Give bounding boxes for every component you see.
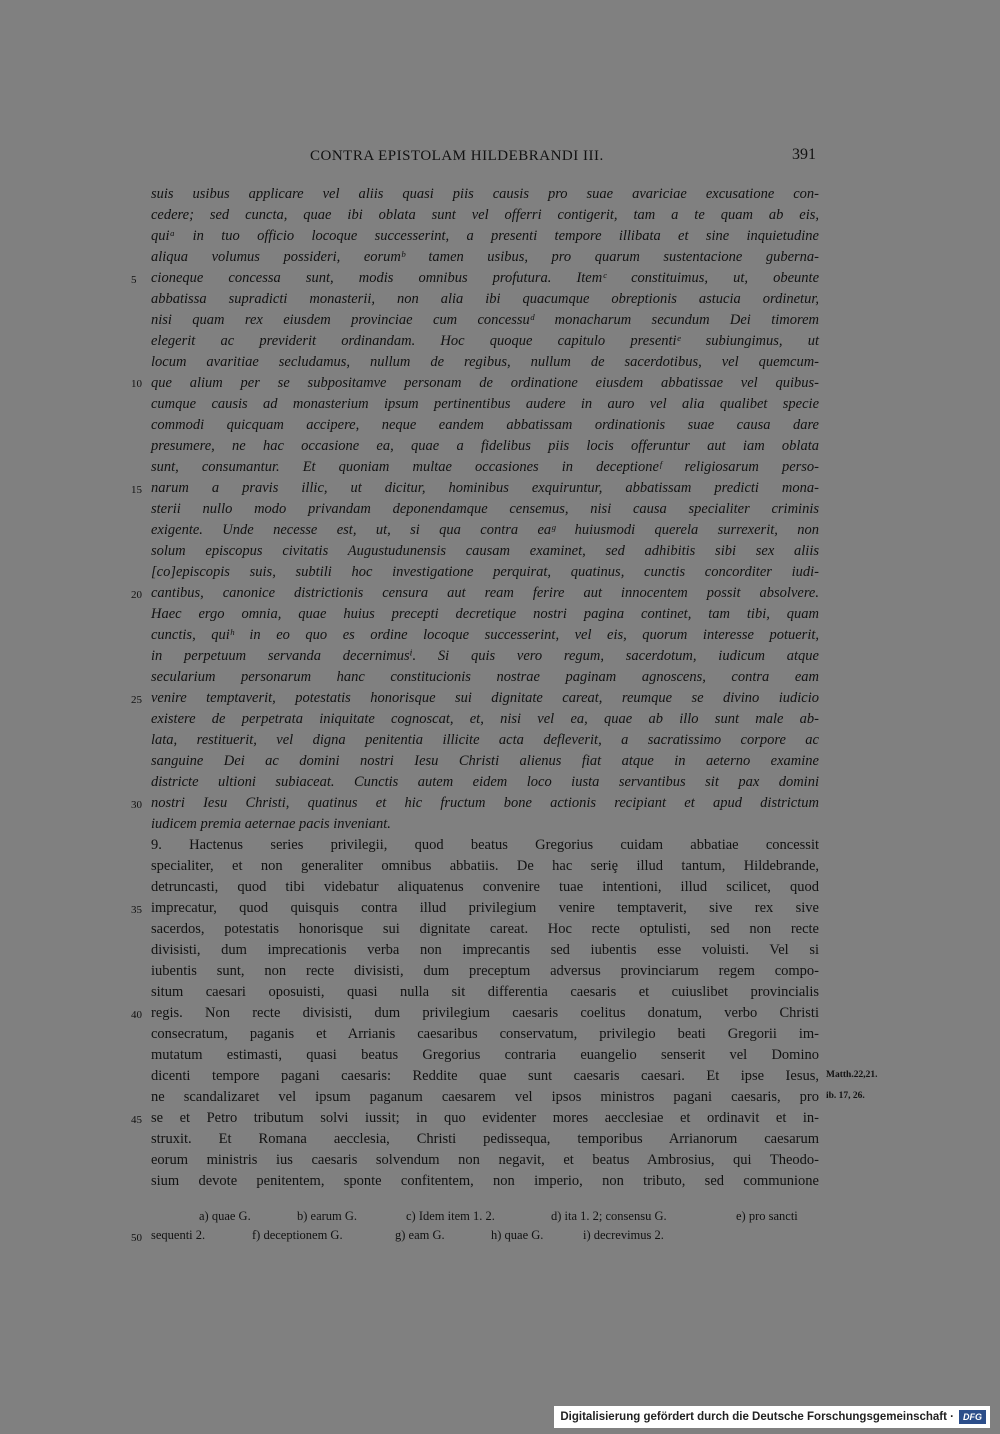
dfg-logo-icon: DFG — [959, 1410, 986, 1424]
footnotes-row — [151, 1209, 819, 1227]
text-line: secularium personarum hanc constitucionis nostrae paginam agnoscens, contra eam — [151, 669, 819, 685]
text-line: solum episcopus civitatis Augustudunensis causam examinet, sed adhibitis sibi sex aliis — [151, 543, 819, 559]
text-line: sterii nullo modo privandam deponendamque censemus, nisi causa specialiter criminis — [151, 501, 819, 517]
footnote: d) ita 1. 2; consensu G. — [551, 1209, 667, 1223]
text-line: exigente. Unde necesse est, ut, si qua contra eaᵍ huiusmodi querela surrexerit, non — [151, 522, 819, 538]
line-number: 40 — [131, 1009, 142, 1021]
footnote: f) deceptionem G. — [252, 1228, 343, 1242]
text-line: cumque causis ad monasterium ipsum pertinentibus audere in auro vel alia qualibet specie — [151, 396, 819, 412]
text-line: nostri Iesu Christi, quatinus et hic fructum bone actionis recipiant et apud districtum — [151, 795, 819, 811]
footnote: a) quae G. — [199, 1209, 251, 1223]
line-number: 30 — [131, 799, 142, 811]
text-line: situm caesari oposuisti, quasi nulla sit differentia caesaris et cuiuslibet provincialis — [151, 984, 819, 1000]
text-line: iubentis sunt, non recte divisisti, dum preceptum adversus provinciarum regem compo- — [151, 963, 819, 979]
line-number: 25 — [131, 694, 142, 706]
text-line: sunt, consumantur. Et quoniam multae occasiones in deceptioneᶠ religiosarum perso- — [151, 459, 819, 475]
text-line: abbatissa supradicti monasterii, non alia ibi quacumque obreptionis astucia ordinetur, — [151, 291, 819, 307]
text-line: dicenti tempore pagani caesaris: Reddite quae sunt caesaris caesari. Et ipse Iesus, — [151, 1068, 819, 1084]
running-head-title: CONTRA EPISTOLAM HILDEBRANDI III. — [310, 148, 604, 164]
text-line: existere de perpetrata iniquitate cognoscat, et, nisi vel ea, quae ab illo sunt male ab- — [151, 711, 819, 727]
text-line: commodi quicquam accipere, neque eandem abbatissam ordinationis suae causa dare — [151, 417, 819, 433]
text-line: sacerdos, potestatis honorisque sui dignitate careat. Hoc recte optulisti, sed non recte — [151, 921, 819, 937]
text-line: [co]episcopis suis, subtili hoc investigatione perquirat, quatinus, cunctis concorditer iudi- — [151, 564, 819, 580]
text-line: suis usibus applicare vel aliis quasi piis causis pro suae avariciae excusatione con- — [151, 186, 819, 202]
text-line: 9. Hactenus series privilegii, quod beatus Gregorius cuidam abbatiae concessit — [151, 837, 819, 853]
footnote: e) pro sancti — [736, 1209, 798, 1223]
line-number: 50 — [131, 1232, 142, 1244]
text-line: sium devote penitentem, sponte confitentem, non imperio, non tributo, sed communione — [151, 1173, 819, 1189]
line-number: 5 — [131, 274, 137, 286]
text-line: narum a pravis illic, ut dicitur, hominibus exquiruntur, abbatissam predicti mona- — [151, 480, 819, 496]
text-line: divisisti, dum imprecationis verba non imprecantis sed iubentis esse voluisti. Vel si — [151, 942, 819, 958]
margin-reference: ib. 17, 26. — [826, 1091, 865, 1101]
text-line: elegerit ac previderit ordinandam. Hoc quoque capitulo presentiᵉ subiungimus, ut — [151, 333, 819, 349]
footnote: sequenti 2. — [151, 1228, 206, 1242]
text-line: Haec ergo omnia, quae huius precepti decretique nostri pagina continet, tam tibi, quam — [151, 606, 819, 622]
text-line: quiᵃ in tuo officio locoque successerint, a presenti tempore illibata et sine inquietudine — [151, 228, 819, 244]
line-number: 35 — [131, 904, 142, 916]
text-line: iudicem premia aeternae pacis inveniant. — [151, 816, 391, 832]
page-number: 391 — [792, 146, 816, 163]
text-line: venire temptaverit, potestatis honorisque sui dignitate careat, reumque se divino iudicio — [151, 690, 819, 706]
text-line: se et Petro tributum solvi iussit; in quo evidenter mores aecclesiae et ordinavit et in- — [151, 1110, 819, 1126]
text-line: districte ultioni subiaceat. Cunctis autem eidem loco iusta servantibus sit pax domini — [151, 774, 819, 790]
footnote: c) Idem item 1. 2. — [406, 1209, 495, 1223]
text-line: aliqua volumus possideri, eorumᵇ tamen usibus, pro quarum sustentacione guberna- — [151, 249, 819, 265]
footnote: b) earum G. — [297, 1209, 358, 1223]
text-line: sanguine Dei ac domini nostri Iesu Christi alienus fiat atque in aeterno examine — [151, 753, 819, 769]
footnote: h) quae G. — [491, 1228, 544, 1242]
footnote: i) decrevimus 2. — [583, 1228, 664, 1242]
funding-banner — [554, 1406, 990, 1428]
text-line: ne scandalizaret vel ipsum paganum caesarem vel ipsos ministros pagani caesaris, pro — [151, 1089, 819, 1105]
margin-reference: Matth.22,21. — [826, 1070, 878, 1080]
text-line: detruncasti, quod tibi videbatur aliquatenus convenire tuae intentioni, illud scilicet, quod — [151, 879, 819, 895]
footnote: g) eam G. — [395, 1228, 445, 1242]
text-line: cedere; sed cuncta, quae ibi oblata sunt vel offerri contigerit, tam a te quam ab eis, — [151, 207, 819, 223]
text-line: consecratum, paganis et Arrianis caesaribus conservatum, privilegio beati Gregorii im- — [151, 1026, 819, 1042]
text-line: cioneque concessa sunt, modis omnibus profutura. Itemᶜ constituimus, ut, obeunte — [151, 270, 819, 286]
text-line: que alium per se subpositamve personam de ordinatione eiusdem abbatissae vel quibus- — [151, 375, 819, 391]
footnotes-row — [151, 1228, 819, 1246]
text-line: cantibus, canonice districtionis censura aut ream ferire aut innocentem possit absolvere. — [151, 585, 819, 601]
text-line: regis. Non recte divisisti, dum privilegium caesaris coelitus donatum, verbo Christi — [151, 1005, 819, 1021]
line-number: 20 — [131, 589, 142, 601]
text-line: locum avaritiae secludamus, nullum de regibus, nullum de sacerdotibus, vel quemcum- — [151, 354, 819, 370]
line-number: 15 — [131, 484, 142, 496]
text-line: lata, restituerit, vel digna penitentia illicite acta defleverit, a sacratissimo corpore ac — [151, 732, 819, 748]
funding-text: Digitalisierung gefördert durch die Deutsche Forschungsgemeinschaft · — [560, 1411, 954, 1423]
line-number: 10 — [131, 378, 142, 390]
text-line: imprecatur, quod quisquis contra illud privilegium venire temptaverit, sive rex sive — [151, 900, 819, 916]
text-line: struxit. Et Romana aecclesia, Christi pedissequa, temporibus Arrianorum caesarum — [151, 1131, 819, 1147]
text-line: nisi quam rex eiusdem provinciae cum concessuᵈ monacharum secundum Dei timorem — [151, 312, 819, 328]
text-line: cunctis, quiʰ in eo quo es ordine locoque successerint, vel eis, quorum interesse potuerit, — [151, 627, 819, 643]
line-number: 45 — [131, 1114, 142, 1126]
text-line: eorum ministris ius caesaris solvendum non negavit, et beatus Ambrosius, qui Theodo- — [151, 1152, 819, 1168]
text-line: mutatum estimasti, quasi beatus Gregorius contraria euangelio senserit vel Domino — [151, 1047, 819, 1063]
text-line: in perpetuum servanda decernimusⁱ. Si quis vero regum, sacerdotum, iudicum atque — [151, 648, 819, 664]
text-line: specialiter, et non generaliter omnibus abbatiis. De hac seriȩ illud tantum, Hildebrande, — [151, 858, 819, 874]
text-line: presumere, ne hac occasione ea, quae a fidelibus piis locis offeruntur aut iam oblata — [151, 438, 819, 454]
